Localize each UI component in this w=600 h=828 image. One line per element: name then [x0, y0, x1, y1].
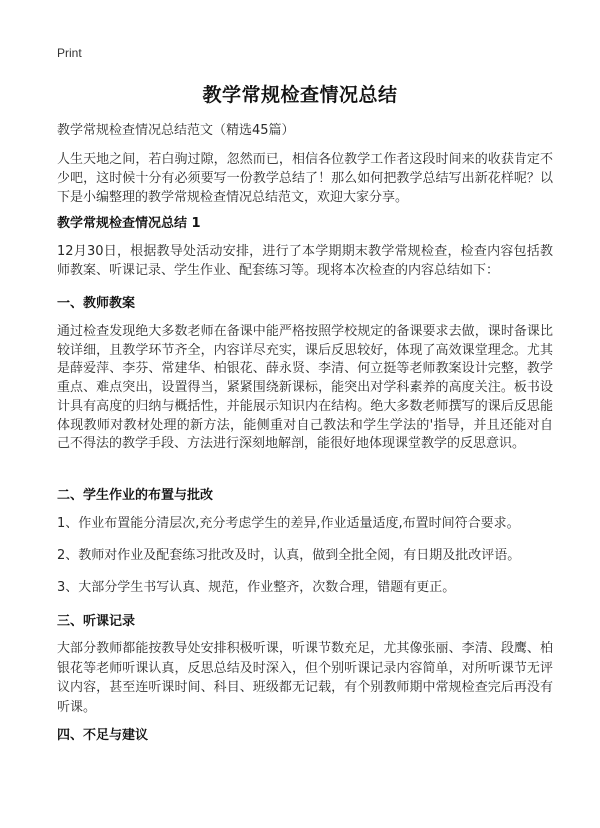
- homework-item-1: 1、作业布置能分清层次,充分考虑学生的差异,作业适量适度,布置时间符合要求。: [57, 516, 520, 531]
- lecture-record-paragraph: 大部分教师都能按教导处安排积极听课，听课节数充足，尤其像张丽、李清、段鹰、柏银花等老师听课认真，反思总结及时深入，但个别听课记录内容简单，对所听课节无评议内容，甚至连听课时间、科目、班级都无记载，有个别教师期中常规检查完后再没有听课。: [57, 641, 553, 715]
- shortcomings-heading: 四、不足与建议: [57, 728, 149, 743]
- lecture-record-heading: 三、听课记录: [57, 614, 136, 629]
- section-1-paragraph: 12月30日，根据教导处活动安排，进行了本学期期末教学常规检查，检查内容包括教师教案、听课记录、学生作业、配套练习等。现将本次检查的内容总结如下：: [57, 244, 553, 278]
- intro-paragraph: 人生天地之间，若白驹过隙，忽然而已，相信各位教学工作者这段时间来的收获肯定不少吧，这时候十分有必须要写一份教学总结了！那么如何把教学总结写出新花样呢？以下是小编整理的教学常规检查情况总结范文，欢迎大家分享。: [57, 152, 553, 205]
- section-heading-1: 教学常规检查情况总结 1: [57, 216, 201, 231]
- document-subtitle: 教学常规检查情况总结范文（精选45篇）: [57, 123, 295, 138]
- page-title: 教学常规检查情况总结: [202, 84, 398, 106]
- homework-item-2: 2、教师对作业及配套练习批改及时，认真，做到全批全阅，有日期及批改评语。: [57, 548, 521, 563]
- teacher-lesson-plan-paragraph: 通过检查发现绝大多数老师在备课中能严格按照学校规定的备课要求去做，课时备课比较详细，且教学环节齐全，内容详尽充实，课后反思较好，体现了高效课堂理念。尤其是薛爱萍、李芬、常建华、柏银花、薛永贤、李清、何立挺等老师教案设计完整，教学重点、难点突出，设置得当，紧紧围绕新课标，能突出对学科素养的高度关注。板书设计具有高度的归纳与概括性，并能展示知识内在结构。绝大多数老师撰写的课后反思能体现教师对教材处理的新方法，能侧重对自己教法和学生学法的'指导，并且还能对自己不得法的教学手段、方法进行深刻地解剖，能很好地体现课堂教学的反思意识。: [57, 324, 553, 452]
- homework-item-3: 3、大部分学生书写认真、规范，作业整齐，次数合理，错题有更正。: [57, 580, 456, 595]
- teacher-lesson-plan-heading: 一、教师教案: [57, 296, 136, 311]
- homework-heading: 二、学生作业的布置与批改: [57, 488, 214, 503]
- print-link[interactable]: Print: [57, 46, 82, 60]
